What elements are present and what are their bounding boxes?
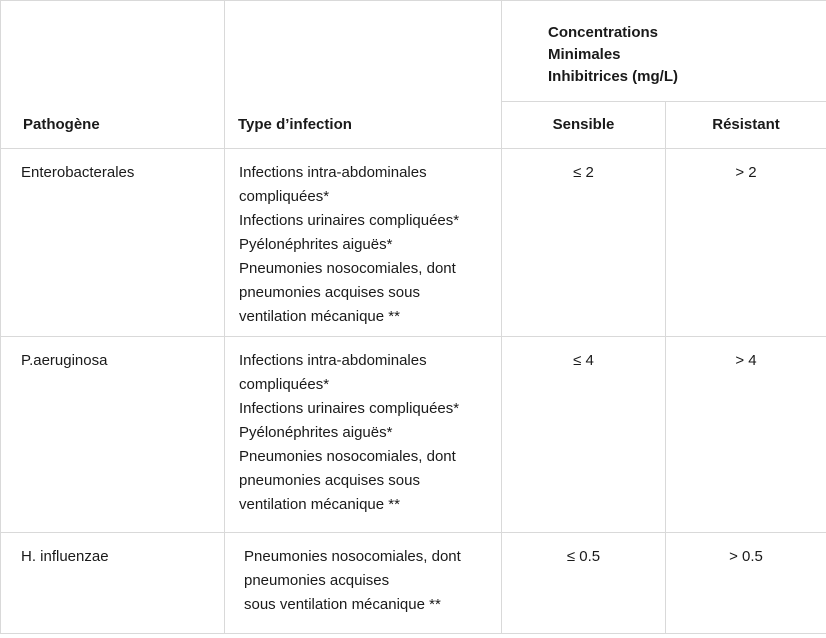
sensitive-value: ≤ 4 [573, 352, 594, 369]
sensitive-value-cell [502, 149, 666, 337]
table-row [1, 337, 826, 533]
resistant-value-cell [666, 533, 826, 634]
sensitive-header: Sensible [552, 116, 615, 133]
pathogen-header-cell [1, 1, 225, 149]
pathogen-name: P.aeruginosa [21, 352, 108, 369]
resistant-value-cell [666, 149, 826, 337]
infection-type-cell [225, 533, 502, 634]
sensitive-value: ≤ 2 [573, 164, 594, 181]
header-row-top [1, 1, 826, 102]
mic-group-header-line: Concentrations [548, 24, 659, 41]
resistant-value-cell [666, 337, 826, 533]
pathogen-cell [1, 149, 225, 337]
table-row [1, 533, 826, 634]
resistant-header-cell [666, 102, 826, 149]
infection-line: pneumonies acquises sous [239, 472, 420, 489]
infection-type-cell [225, 149, 502, 337]
infection-line: Pneumonies nosocomiales, dont [239, 448, 456, 465]
infection-type-cell [225, 337, 502, 533]
infection-line: Infections urinaires compliquées* [239, 212, 460, 229]
infection-line: compliquées* [239, 188, 330, 205]
infection-line: pneumonies acquises [244, 572, 390, 589]
mic-group-header-line: Inhibitrices (mg/L) [548, 68, 679, 85]
mic-group-header [502, 1, 826, 102]
infection-type-header-cell [225, 1, 502, 149]
infection-line: Infections intra-abdominales [239, 164, 427, 181]
infection-line: ventilation mécanique ** [239, 308, 400, 325]
resistant-value: > 0.5 [729, 548, 763, 565]
mic-group-header-line: Minimales [548, 46, 621, 63]
infection-type-header: Type d’infection [238, 116, 352, 133]
resistant-value: > 2 [735, 164, 757, 181]
infection-line: pneumonies acquises sous [239, 284, 420, 301]
resistant-value: > 4 [735, 352, 757, 369]
pathogen-name: Enterobacterales [21, 164, 135, 181]
infection-line: Infections intra-abdominales [239, 352, 427, 369]
table-row [1, 149, 826, 337]
infection-line: Infections urinaires compliquées* [239, 400, 460, 417]
sensitive-header-cell [502, 102, 666, 149]
infection-line: sous ventilation mécanique ** [244, 596, 441, 613]
sensitive-value-cell [502, 533, 666, 634]
resistant-header: Résistant [712, 116, 780, 133]
pathogen-header: Pathogène [23, 116, 100, 133]
pathogen-cell [1, 337, 225, 533]
infection-line: Pyélonéphrites aiguës* [239, 236, 393, 253]
infection-line: Pneumonies nosocomiales, dont [239, 260, 456, 277]
infection-line: Pneumonies nosocomiales, dont [244, 548, 461, 565]
infection-line: Pyélonéphrites aiguës* [239, 424, 393, 441]
sensitive-value: ≤ 0.5 [566, 548, 601, 565]
infection-line: ventilation mécanique ** [239, 496, 400, 513]
infection-line: compliquées* [239, 376, 330, 393]
sensitive-value-cell [502, 337, 666, 533]
pathogen-name: H. influenzae [21, 548, 109, 565]
pathogen-cell [1, 533, 225, 634]
